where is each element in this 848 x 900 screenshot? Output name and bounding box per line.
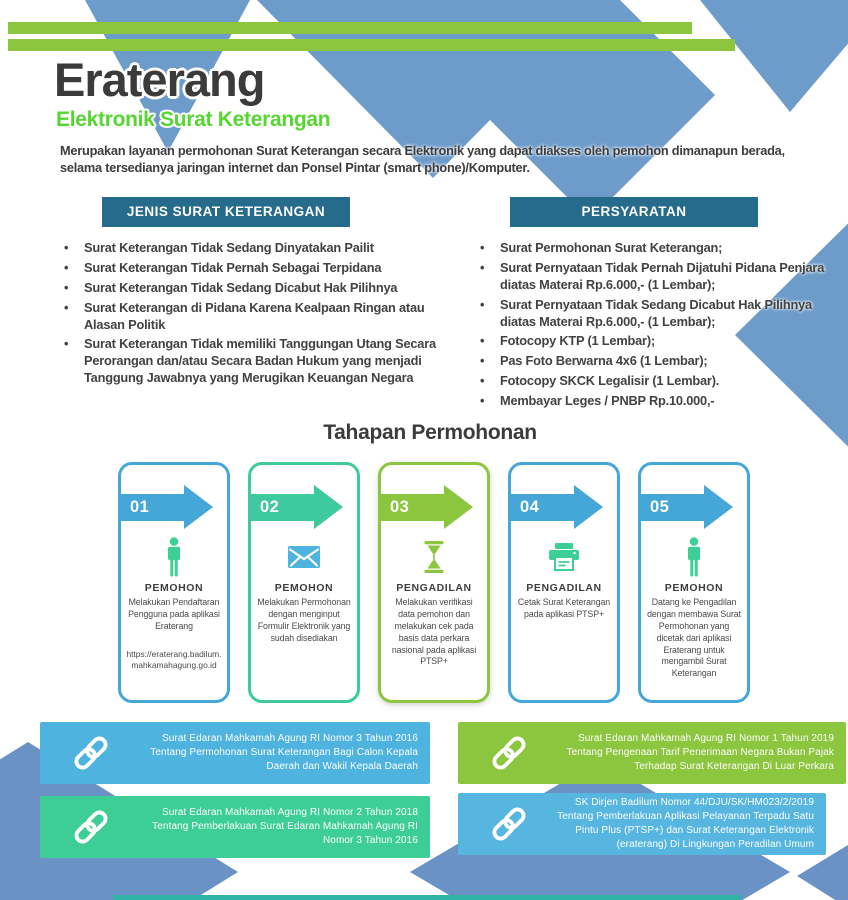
step-arrow [121,485,213,529]
list-item: • Surat Keterangan Tidak Sedang Dicabut Hak Pilihnya [62,280,448,297]
step-actor: PEMOHON [664,582,724,594]
list-item: • Pas Foto Berwarna 4x6 (1 Lembar); [478,353,848,370]
link-text: Surat Edaran Mahkamah Agung RI Nomor 1 Tahun 2019 Tentang Pengenaan Tarif Penerimaan Negara Bukan Pajak Terhadap Surat Keterangan Di Luar Perkara [566,732,834,773]
persyaratan-list [478,240,848,410]
step-card-5 [638,462,750,703]
list-item: • Surat Permohonan Surat Keterangan; [478,240,848,257]
list-item: • Surat Keterangan Tidak Sedang Dinyatakan Pailit [62,240,448,257]
list-item: • Fotocopy KTP (1 Lembar); [478,333,848,350]
step-actor: PEMOHON [274,582,334,594]
jenis-list [62,240,448,387]
step-actor: PEMOHON [144,582,204,594]
person-icon [163,537,185,577]
link-text: Surat Edaran Mahkamah Agung RI Nomor 2 Tahun 2018 Tentang Pemberlakuan Surat Edaran Mahkamah Agung RI Nomor 3 Tahun 2016 [152,806,418,847]
step-number: 04 [520,497,540,516]
list-item: • Surat Pernyataan Tidak Sedang Dicabut Hak Pilihnya diatas Materai Rp.6.000,- (1 Lembar); [478,297,848,331]
eraterang-url-link[interactable]: https://eraterang.badilum.mahkamahagung.go.id [126,648,222,670]
link-banner-sk-dirjen-badilum[interactable] [458,793,826,855]
list-item: • Membayar Leges / PNBP Rp.10.000,- [478,393,848,410]
bottom-teal-bar [113,895,741,900]
arrow-head [314,485,343,529]
chain-link-icon [72,734,110,772]
printer-icon [548,543,580,571]
envelope-icon [288,546,320,568]
step-number: 03 [390,497,410,516]
list-item: • Surat Pernyataan Tidak Pernah Dijatuhi Pidana Penjara diatas Materai Rp.6.000,- (1 Lembar); [478,260,848,294]
step-arrow [381,485,473,529]
intro-description: Merupakan layanan permohonan Surat Keterangan secara Elektronik yang dapat diakses oleh pemohon dimanapun berada, selama tersedianya jaringan internet dan Ponsel Pintar (smart phone)/Komputer. [60,143,785,176]
step-number: 02 [260,497,280,516]
link-banner-sema-2-2018[interactable] [40,796,430,858]
page-title: Eraterang [54,53,265,106]
link-text: SK Dirjen Badilum Nomor 44/DJU/SK/HM023/2/2019 Tentang Pemberlakuan Aplikasi Pelayanan Terpadu Satu Pintu Plus (PTSP+) dan Surat Keterangan Elektronik (eraterang) Di Lingkungan Peradilan Umum [557,796,814,851]
link-banner-sema-1-2019[interactable] [458,722,846,784]
arrow-head [184,485,213,529]
hourglass-icon [423,541,445,573]
chain-link-icon [490,805,528,843]
tahapan-heading: Tahapan Permohonan [323,421,537,444]
step-arrow [251,485,343,529]
panel-jenis-surat-keterangan [62,197,448,390]
chain-link-icon [72,808,110,846]
jenis-header: JENIS SURAT KETERANGAN [102,197,350,227]
arrow-head [444,485,473,529]
step-description: Melakukan Pendaftaran Pengguna pada aplikasi Eraterang [128,597,220,631]
list-item: • Surat Keterangan Tidak Pernah Sebagai Terpidana [62,260,448,277]
step-arrow [511,485,603,529]
arrow-head [574,485,603,529]
list-item: • Fotocopy SKCK Legalisir (1 Lembar). [478,373,848,390]
link-banner-sema-3-2016[interactable] [40,722,430,784]
step-description: Melakukan Permohonan dengan menginput Formulir Elektronik yang sudah disediakan [257,597,351,643]
step-number: 01 [130,497,150,516]
step-number: 05 [650,497,670,516]
green-stripe [8,22,692,34]
step-arrow [641,485,733,529]
chain-link-icon [490,734,528,772]
page-subtitle: Elektronik Surat Keterangan [56,108,331,131]
panel-persyaratan [478,197,848,413]
header-block [54,53,331,131]
list-item: • Surat Keterangan di Pidana Karena Kealpaan Ringan atau Alasan Politik [62,300,448,334]
arrow-head [704,485,733,529]
step-actor: PENGADILAN [396,582,472,594]
step-card-1 [118,462,230,703]
step-actor: PENGADILAN [526,582,602,594]
link-text: Surat Edaran Mahkamah Agung RI Nomor 3 Tahun 2016 Tentang Permohonan Surat Keterangan Bagi Calon Kepala Daerah dan Wakil Kepala Daerah [150,732,418,773]
diamond-shape [700,0,848,112]
step-card-3 [378,462,490,703]
persyaratan-header: PERSYARATAN [510,197,758,227]
step-card-4 [508,462,620,703]
step-description: Melakukan verifikasi data pemohon dan melakukan cek pada basis data perkara nasional pada aplikasi PTSP+ [391,597,477,667]
step-description: Datang ke Pengadilan dengan membawa Surat Permohonan yang dicetak dari aplikasi Eraterang untuk mengambil Surat Keterangan [647,597,741,679]
step-card-2 [248,462,360,703]
step-description: Cetak Surat Keterangan pada aplikasi PTSP+ [517,597,611,619]
green-stripe [8,39,735,51]
list-item: • Surat Keterangan Tidak memiliki Tanggungan Utang Secara Perorangan dan/atau Secara Badan Hukum yang menjadi Tanggung Jawabnya yang Merugikan Keuangan Negara [62,336,448,387]
person-icon [683,537,705,577]
